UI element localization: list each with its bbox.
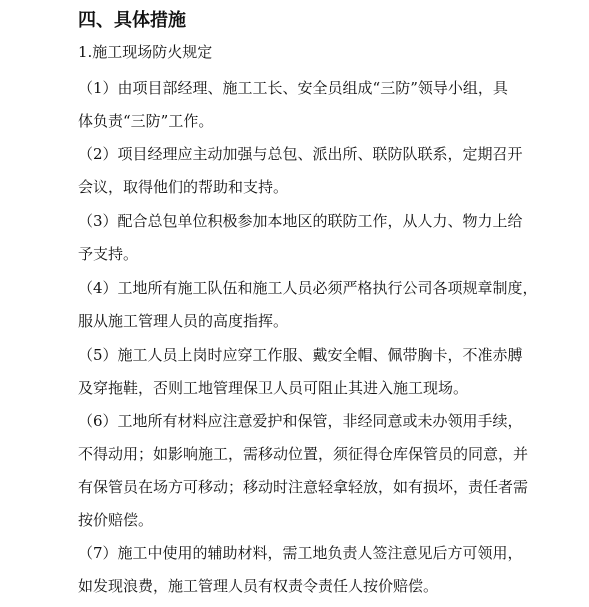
paragraph-3-line-2: 予支持。 [78, 245, 139, 263]
paragraph-7-line-1: （7）施工中使用的辅助材料，需工地负责人签注意见后方可领用， [78, 544, 523, 562]
paragraph-4-line-2: 服从施工管理人员的高度指挥。 [78, 312, 289, 330]
paragraph-6-line-3: 有保管员在场方可移动；移动时注意轻拿轻放，如有损坏，责任者需 [78, 478, 529, 496]
paragraph-1-line-2: 体负责“三防”工作。 [78, 112, 214, 130]
paragraph-2-line-1: （2）项目经理应主动加强与总包、派出所、联防队联系，定期召开 [78, 145, 523, 163]
paragraph-5-line-1: （5）施工人员上岗时应穿工作服、戴安全帽、佩带胸卡，不准赤膊 [78, 346, 523, 364]
paragraph-6-line-1: （6）工地所有材料应注意爱护和保管，非经同意或未办领用手续， [78, 412, 523, 430]
paragraph-2-line-2: 会议，取得他们的帮助和支持。 [78, 178, 289, 196]
subsection-heading: 1.施工现场防火规定 [78, 43, 213, 61]
paragraph-4-line-1: （4）工地所有施工队伍和施工人员必须严格执行公司各项规章制度， [78, 279, 538, 297]
paragraph-5-line-2: 及穿拖鞋，否则工地管理保卫人员可阻止其进入施工现场。 [78, 379, 469, 397]
paragraph-7-line-2: 如发现浪费，施工管理人员有权责令责任人按价赔偿。 [78, 577, 439, 595]
paragraph-1-line-1: （1）由项目部经理、施工工长、安全员组成“三防”领导小组，具 [78, 79, 508, 97]
paragraph-6-line-2: 不得动用；如影响施工，需移动位置，须征得仓库保管员的同意，并 [78, 445, 529, 463]
section-heading: 四、具体措施 [78, 10, 186, 31]
paragraph-3-line-1: （3）配合总包单位积极参加本地区的联防工作，从人力、物力上给 [78, 212, 523, 230]
paragraph-6-line-4: 按价赔偿。 [78, 511, 154, 529]
